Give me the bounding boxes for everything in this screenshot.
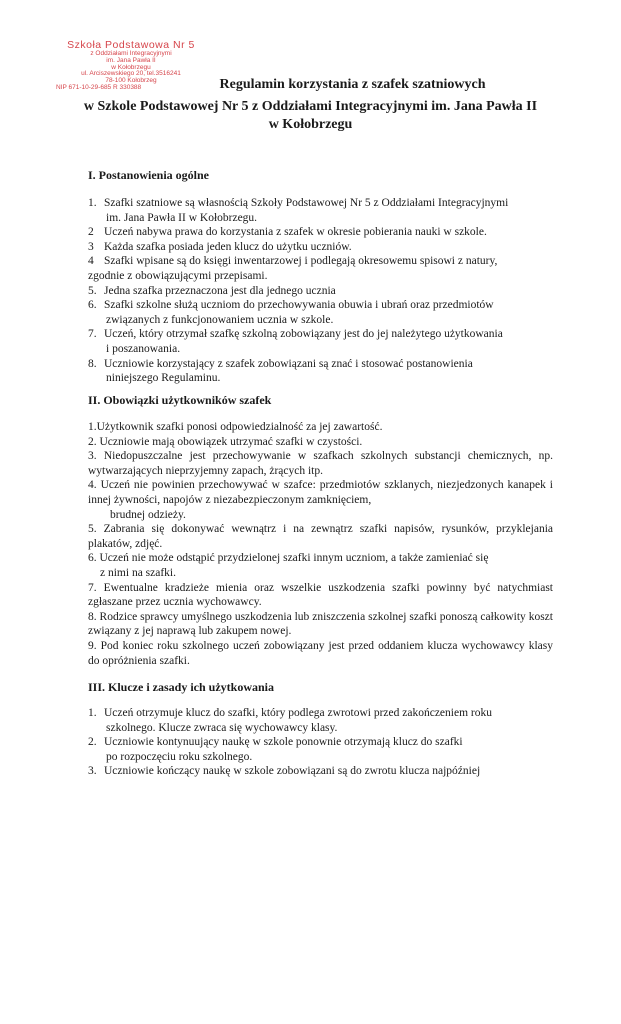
list-item: 4. Uczeń nie powinien przechowywać w szafce: przedmiotów szklanych, niezjedzonych kanapek i innej żywności, napojów z niezabezpieczonym zamknięciem, xyxy=(88,479,553,506)
section-3-list xyxy=(88,706,553,779)
list-item: 5. Zabrania się dokonywać wewnątrz i na zewnątrz szafki napisów, rysunków, przyklejania plakatów, zdjęć. xyxy=(88,523,553,550)
stamp-line: 78-100 Kołobrzeg xyxy=(105,77,157,85)
list-item: 9. Pod koniec roku szkolnego uczeń zobowiązany jest przed oddaniem klucza wychowawcy klasy do opróżnienia szafki. xyxy=(88,639,553,667)
stamp-line: w Kołobrzegu xyxy=(111,63,151,71)
list-item-cont: zgodnie z obowiązującymi przepisami. xyxy=(88,269,268,282)
list-item: 3. Uczniowie kończący naukę w szkole zobowiązani są do zwrotu klucza najpóźniej xyxy=(88,765,481,778)
stamp-line: NIP 671-10-29-685 R 330388 xyxy=(56,84,142,92)
section-heading: II. Obowiązki użytkowników szafek xyxy=(88,393,272,407)
list-item: 2. Uczniowie kontynuujący naukę w szkole ponownie otrzymają klucz do szafki xyxy=(88,736,463,749)
document-title: w Szkole Podstawowej Nr 5 z Oddziałami Integracyjnymi im. Jana Pawła II xyxy=(83,99,538,114)
list-item: 2. Uczniowie mają obowiązek utrzymać szafki w czystości. xyxy=(88,435,363,448)
document-title: Regulamin korzystania z szafek szatniowych xyxy=(219,77,486,92)
list-item: 6. Szafki szkolne służą uczniom do przechowywania obuwia i ubrań oraz przedmiotów xyxy=(88,299,494,312)
stamp-line: ul. Arciszewskiego 20, tel.3516241 xyxy=(81,70,181,78)
list-item: 7. Ewentualne kradzieże mienia oraz wszelkie uszkodzenia szafki powinny być natychmiast zgłaszane przez ucznia wychowawcy. xyxy=(88,581,553,609)
section-1-list xyxy=(88,196,553,386)
list-item-cont: im. Jana Pawła II w Kołobrzegu. xyxy=(106,211,258,224)
stamp-line: im. Jana Pawła II xyxy=(106,56,156,64)
document-title: w Kołobrzegu xyxy=(268,117,353,132)
section-2-list xyxy=(88,420,553,668)
list-item: 1. Szafki szatniowe są własnością Szkoły Podstawowej Nr 5 z Oddziałami Integracyjnymi xyxy=(88,197,509,209)
list-item-cont: i poszanowania. xyxy=(106,342,181,355)
list-item: 5. Jedna szafka przeznaczona jest dla jednego ucznia xyxy=(88,284,336,297)
list-item: 1. Uczeń otrzymuje klucz do szafki, który podlega zwrotowi przed zakończeniem roku xyxy=(88,707,492,719)
list-item: 4 Szafki wpisane są do księgi inwentarzowej i podlegają okresowemu spisowi z natury, xyxy=(88,255,498,268)
list-item: 1.Użytkownik szafki ponosi odpowiedzialność za jej zawartość. xyxy=(88,421,383,433)
section-heading: I. Postanowienia ogólne xyxy=(88,168,210,182)
list-item-cont: z nimi na szafki. xyxy=(100,566,177,579)
list-item: 3. Niedopuszczalne jest przechowywanie w szafkach szkolnych substancji chemicznych, np. wytwarzających nieprzyjemny zapach, żrących itp. xyxy=(88,450,553,477)
list-item-cont: niniejszego Regulaminu. xyxy=(106,372,221,385)
list-item: 2 Uczeń nabywa prawa do korzystania z szafek w okresie pobierania nauki w szkole. xyxy=(88,226,487,239)
list-item-cont: brudnej odzieży. xyxy=(110,508,186,521)
list-item: 6. Uczeń nie może odstąpić przydzielonej szafki innym uczniom, a także zamieniać się xyxy=(88,552,489,565)
list-item: 3 Każda szafka posiada jeden klucz do użytku uczniów. xyxy=(88,240,352,253)
list-item: 8. Uczniowie korzystający z szafek zobowiązani są znać i stosować postanowienia xyxy=(88,357,473,370)
section-heading: III. Klucze i zasady ich użytkowania xyxy=(88,680,275,694)
list-item-cont: związanych z funkcjonowaniem ucznia w szkole. xyxy=(106,313,334,326)
list-item: 8. Rodzice sprawcy umyślnego uszkodzenia lub zniszczenia szkolnej szafki ponoszą całkowity koszt związany z jej naprawą lub zakupem nowej. xyxy=(88,610,553,638)
list-item-cont: szkolnego. Klucze zwraca się wychowawcy klasy. xyxy=(106,721,338,734)
list-item-cont: po rozpoczęciu roku szkolnego. xyxy=(106,750,253,763)
list-item: 7. Uczeń, który otrzymał szafkę szkolną zobowiązany jest do jej należytego użytkowania xyxy=(88,328,503,341)
stamp-line: Szkoła Podstawowa Nr 5 xyxy=(67,39,195,51)
stamp-line: z Oddziałami Integracyjnymi xyxy=(90,50,172,58)
